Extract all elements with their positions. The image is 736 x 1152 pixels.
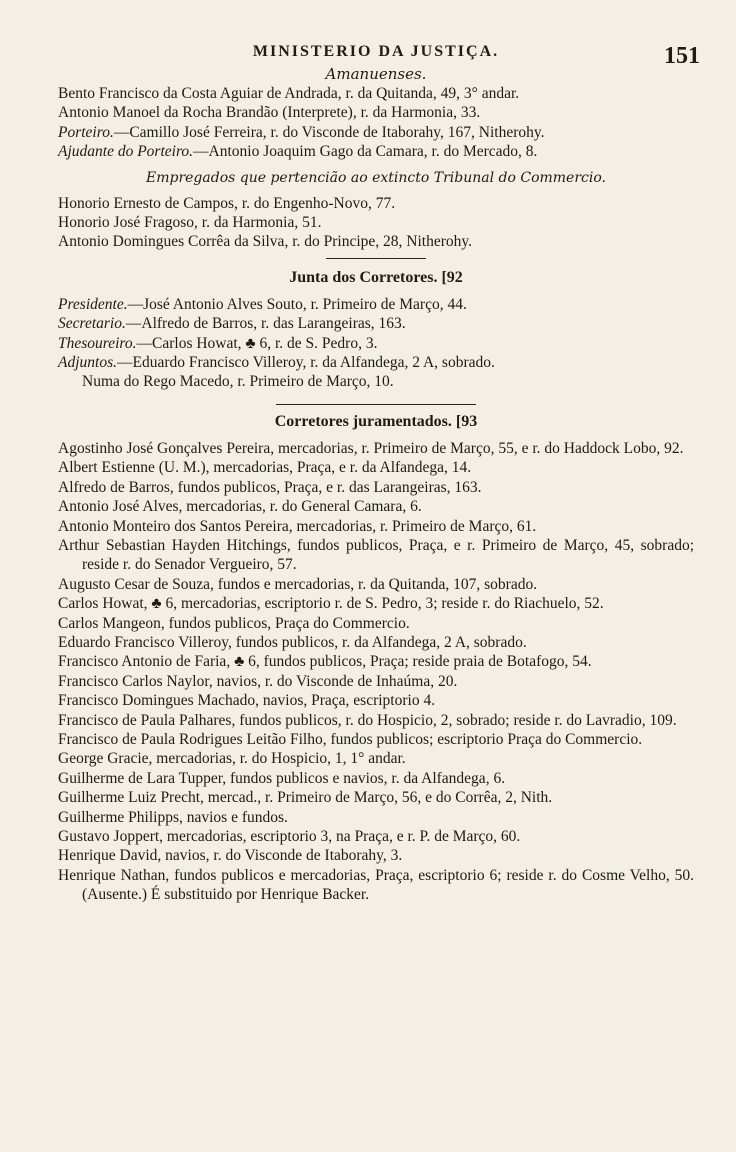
amanuenses-title: Amanuenses. <box>325 65 427 83</box>
extincto-title: Empregados que pertencião ao extincto Tribunal do Commercio. <box>145 169 606 186</box>
corretores-title: Corretores juramentados. [93 <box>274 412 478 430</box>
list-item: Adjuntos.—Eduardo Francisco Villeroy, r. da Alfandega, 2 A, sobrado. <box>58 354 495 372</box>
list-item: Antonio Domingues Corrêa da Silva, r. do Principe, 28, Nitherohy. <box>58 233 472 251</box>
list-item: Francisco de Paula Palhares, fundos publicos, r. do Hospicio, 2, sobrado; reside r. do Lavradio, 109. <box>58 711 677 729</box>
list-item: Alfredo de Barros, fundos publicos, Praça, e r. das Larangeiras, 163. <box>58 478 482 496</box>
role-label: Thesoureiro. <box>58 334 137 352</box>
list-item: Secretario.—Alfredo de Barros, r. das Larangeiras, 163. <box>58 315 406 333</box>
list-item: Antonio José Alves, mercadorias, r. do General Camara, 6. <box>58 498 422 516</box>
list-item: Guilherme Luiz Precht, mercad., r. Primeiro de Março, 56, e do Corrêa, 2, Nith. <box>58 789 553 807</box>
list-item: Carlos Mangeon, fundos publicos, Praça do Commercio. <box>58 614 410 632</box>
list-item: Eduardo Francisco Villeroy, fundos publicos, r. da Alfandega, 2 A, sobrado. <box>58 633 527 651</box>
corretores-list <box>58 439 694 905</box>
role-label: Porteiro. <box>58 123 114 141</box>
list-item: Agostinho José Gonçalves Pereira, mercadorias, r. Primeiro de Março, 55, e r. do Haddock Lobo, 92. <box>58 439 684 457</box>
list-item: Honorio Ernesto de Campos, r. do Engenho-Novo, 77. <box>58 194 396 212</box>
junta-list <box>58 295 694 392</box>
list-item: Antonio Manoel da Rocha Brandão (Interprete), r. da Harmonia, 33. <box>58 104 481 122</box>
junta-title: Junta dos Corretores. [92 <box>289 268 463 286</box>
list-item: Guilherme de Lara Tupper, fundos publicos e navios, r. da Alfandega, 6. <box>58 769 506 787</box>
role-label: Ajudante do Porteiro. <box>58 143 194 161</box>
list-item: Francisco Antonio de Faria, ♣ 6, fundos publicos, Praça; reside praia de Botafogo, 54. <box>58 653 592 671</box>
divider <box>326 258 426 259</box>
list-item: Numa do Rego Macedo, r. Primeiro de Março, 10. <box>82 373 394 391</box>
list-item: Presidente.—José Antonio Alves Souto, r. Primeiro de Março, 44. <box>58 295 467 313</box>
list-item: Henrique Nathan, fundos publicos e mercadorias, Praça, escriptorio 6; reside r. do Cosme Velho, 50. (Ausente.) É substituido por Henrique Backer. <box>58 866 694 904</box>
list-item: Bento Francisco da Costa Aguiar de Andrada, r. da Quitanda, 49, 3° andar. <box>58 85 520 102</box>
list-item: Porteiro.—Camillo José Ferreira, r. do Visconde de Itaborahy, 167, Nitherohy. <box>58 123 545 141</box>
extincto-list <box>58 194 694 252</box>
running-head <box>58 40 700 69</box>
list-item: Ajudante do Porteiro.—Antonio Joaquim Gago da Camara, r. do Mercado, 8. <box>58 143 538 161</box>
list-item: Francisco Carlos Naylor, navios, r. do Visconde de Inhaúma, 20. <box>58 672 458 690</box>
role-label: Presidente. <box>58 295 128 313</box>
amanuenses-list <box>58 84 694 162</box>
list-item: Francisco Domingues Machado, navios, Praça, escriptorio 4. <box>58 692 436 710</box>
page-number: 151 <box>664 43 700 69</box>
list-item: Guilherme Philipps, navios e fundos. <box>58 808 288 826</box>
list-item: Arthur Sebastian Hayden Hitchings, fundos publicos, Praça, e r. Primeiro de Março, 45, sobrado; reside r. do Senador Vergueiro, 57. <box>58 536 694 574</box>
list-item: Henrique David, navios, r. do Visconde de Itaborahy, 3. <box>58 847 403 865</box>
divider <box>276 404 476 405</box>
ministry-title: MINISTERIO DA JUSTIÇA. <box>252 43 500 60</box>
list-item: Thesoureiro.—Carlos Howat, ♣ 6, r. de S. Pedro, 3. <box>58 334 378 352</box>
list-item: Albert Estienne (U. M.), mercadorias, Praça, e r. da Alfandega, 14. <box>58 459 472 477</box>
role-label: Adjuntos. <box>58 354 117 372</box>
list-item: Honorio José Fragoso, r. da Harmonia, 51. <box>58 214 322 232</box>
list-item: Gustavo Joppert, mercadorias, escriptorio 3, na Praça, e r. P. de Março, 60. <box>58 828 521 845</box>
list-item: George Gracie, mercadorias, r. do Hospicio, 1, 1° andar. <box>58 750 406 768</box>
list-item: Antonio Monteiro dos Santos Pereira, mercadorias, r. Primeiro de Março, 61. <box>58 517 537 535</box>
list-item: Augusto Cesar de Souza, fundos e mercadorias, r. da Quitanda, 107, sobrado. <box>58 575 538 593</box>
role-label: Secretario. <box>58 315 126 333</box>
list-item: Francisco de Paula Rodrigues Leitão Filho, fundos publicos; escriptorio Praça do Commercio. <box>58 730 643 748</box>
list-item: Carlos Howat, ♣ 6, mercadorias, escriptorio r. de S. Pedro, 3; reside r. do Riachuelo, 52. <box>58 595 604 613</box>
